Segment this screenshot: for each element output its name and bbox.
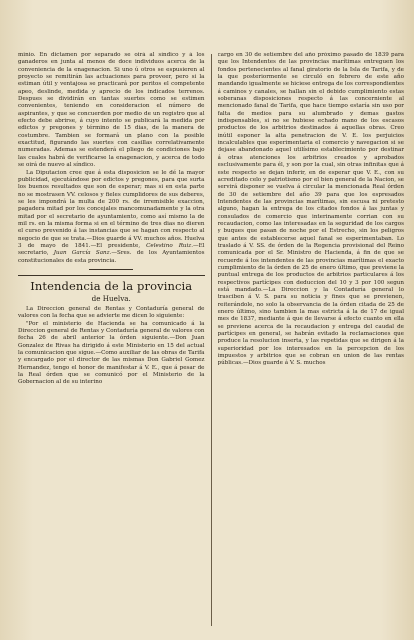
left-column [18, 52, 205, 632]
section-divider-long [18, 275, 205, 276]
section-heading: Intendencia de la provincia [30, 278, 193, 293]
left-paragraph-1: minio. En dictamen por separado se oirá al síndico y á los ganaderos en junta al menos de doce individuos acerca de la conveniencia de la enagenacion. Si uno ú otros se espusieren al proyecto se remitirán las actuaciones para proveer, pero si la estiman útil y ventajosa se practicará por peritos el competente apeo, deslinde, medida y aprecio de los indicados terrenos. Despues se dividirán en tantas suertes como se estimen convenientes, teniendo en consideracion el número de aspirantes, y que se concuerden por medio de un registro que al efecto debe abrirse, á cuyo intento se publicará la medida por edictos y pregones y término de 15 dias, de la manera de costumbre. Tambien se formará un plano con la posible exactitud, figurando las suertes con casillas correlativamente numeradas. Ademas se estenderá el pliego de condiciones bajo las cuales habrá de verificarse la enagenacion, y acerca de todo se oirá de nuevo al síndico. [18, 52, 205, 169]
signature-separator: —El secretario, [18, 242, 205, 257]
left-paragraph-2-end: —Sres. de los Ayuntamientos constitucionales de esta provincia. [18, 250, 205, 264]
section-divider-short [89, 269, 133, 270]
section-subheading: de Huelva. [91, 293, 131, 303]
left-paragraph-4: "Por el ministerio de Hacienda se ha comunicado á la Direccion general de Rentas y Contaduría general de valores con fecha 26 de abril anterior la órden siguiente.—Don Juan Gonzalez de Rivas ha dirigido á este Ministerio en 15 del actual la comunicacion que sigue.—Como auxiliar de las obras de Tarifa y encargado por el director de las mismas Don Gabriel Gomez Hernandez, tengo el honor de manifestar á V. E., que á pesar de la Real órden que se comunicó por el Ministerio de la Gobernacion al de su interino [18, 320, 205, 386]
columns [18, 52, 404, 632]
signature-president: Celestino Ruiz. [146, 242, 194, 249]
left-paragraph-2-body: La Diputacion cree que á esta disposicion se le dé la mayor publicidad, ejecutándose por edictos y pregones, para que surta los buenos resultados que son de esperar; mas si en esta parte no se mostrasen VV. celosos y fieles cumplidores de sus deberes, se les impondrá la multa de 200 rs. de irremisible exaccion, pagadera mitad por los concejales mancomunadamente y la otra mitad por el secretario de ayuntamiento, como así mismo la de mil rs. en la misma forma si en el término de tres dias no dieren el curso prevenido á las instancias que se hagan con respecto al negocio de que se trata.—Dios guarde á VV. muchos años. Huelva 3 de mayo de 1841.—El presidente, [18, 169, 205, 249]
left-paragraph-2 [18, 170, 205, 265]
left-paragraph-3: La Direccion general de Rentas y Contaduría general de valores con la fecha que se advierte me dicen lo siguiente: [18, 305, 205, 320]
right-paragraph-1: cargo en 30 de setiembre del año próximo pasado de 1839 para que los Intendentes de las provincias marítimas entreguen los fondos pertenecientes al fanal giratorio de la Isla de Tarifa, y de la que posteriormente se circuló en febrero de este año mandando igualmente se hiciese entrega de los correspondientes á caminos y canales, se hallan sin el debido cumplimiento estas soberanas disposiciones respecto á las concerniente al mencionado fanal de Tarifa, que hace tiempo estaría sin uso por falta de medios para su alumbrado y demas gastos indispensables, si no se hubiese echado mano de los escasos productos de los arbitrios destinados á aquellas obras. Creo inútil esponer la alta penetracion de V. E. los perjuicios incalculables que esperimentaria el comercio y navegacion si se dejase abandonado aquel utilísimo establecimiento por destinar á otras atenciones los arbitrios creados y aprobados esclusivamente para él, y son por la cual, sin otras infinitas que á este respecto se dejan inferir, en de esperar que V. E., con su acreditado celo y patriotismo por el bien general de la Nacion, se servirá disponer se vuelva á circular la mencionada Real órden de 30 de setiembre del año 39 para que los espresados Intendentes de las provincias marítimas, sin escusa ni pretesto alguno, hagan la entrega de los citados fondos á las juntas y consulados de comercio que interinamente corrian con su recaudacion, como las interesadas en la seguridad de los cargos y buques que pasan de noche por el Estrecho, sin los peligros que antes de establecerse aquel fanal se esperimentaban. Lo traslado á V. SS. de órden de la Regencia provisional del Reino comunicada por el Sr. Ministro de Hacienda, á fin de que se recuerde á los intendentes de las provincias marítimas el exacto cumplimiento de la órden de 25 de enero último, que previene la puntual entrega de los productos de arbitrios particulares á los respectivos partícipes con deduccion del 10 y 3 por 100 segun está mandado.—La Direccion y la Contaduría general lo trasciben á V. S. para su noticia y fines que se previenen, reiterándole, no solo la observancia de la órden citada de 25 de enero último, sino tambien la mas estricta á la de 17 de igual mes de 1837, mediante á que de llevarse á efecto cuanto en ella se previene acerca de la recaudacion y entrega del caudal de partícipes en general, se habrán evitado la reclamaciones que produce la resolucion inserta, y las repetidas que se dirigen á la superioridad por los interesados en la percepcion de los impuestos y arbitrios que se cobran en union de las rentas públicas.—Dios guarde á V. S. muchos [217, 52, 404, 367]
column-rule [211, 54, 212, 626]
right-column [218, 52, 405, 632]
signature-secretary: Juan García Sanz. [53, 250, 112, 257]
